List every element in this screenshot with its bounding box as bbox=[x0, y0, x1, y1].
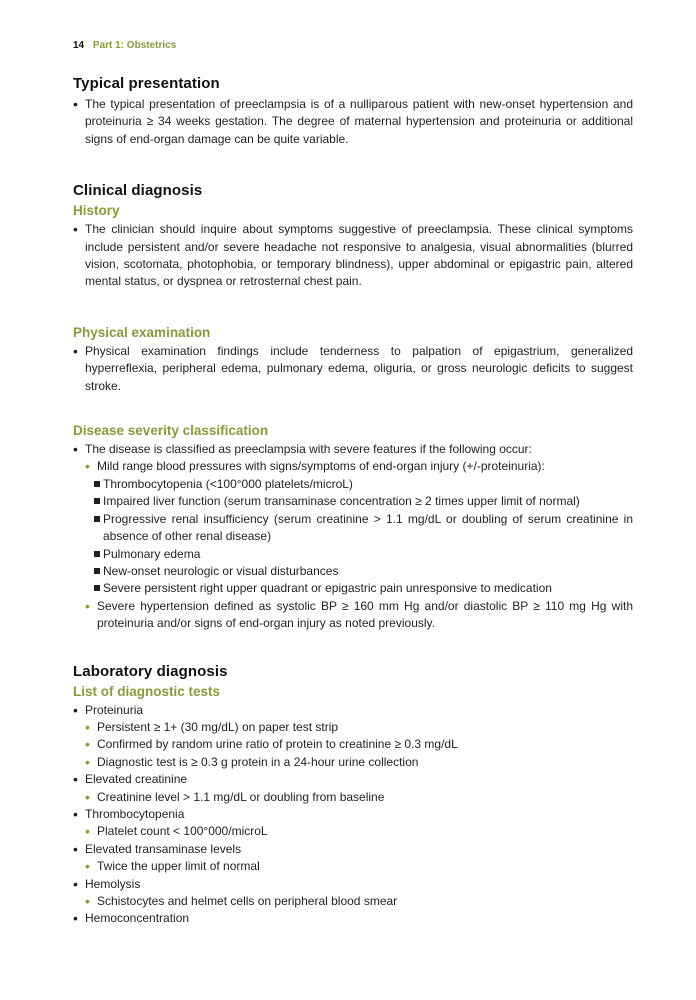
list-item: • Creatinine level > 1.1 mg/dL or doubling from baseline bbox=[73, 789, 633, 806]
list-item: • Physical examination findings include tenderness to palpation of epigastrium, generalized hyperreflexia, peripheral edema, pulmonary edema, oliguria, or gross neurologic deficits to suggest stroke. bbox=[73, 343, 633, 395]
hemolysis-sublist bbox=[73, 893, 633, 910]
severity-intro: The disease is classified as preeclampsia with severe features if the following occur: bbox=[85, 442, 532, 457]
list-item: New-onset neurologic or visual disturbances bbox=[73, 563, 633, 580]
clinical-diagnosis-heading: Clinical diagnosis bbox=[73, 182, 203, 200]
list-item bbox=[73, 458, 633, 597]
typical-presentation-section bbox=[73, 75, 633, 148]
laboratory-diagnosis-heading: Laboratory diagnosis bbox=[73, 662, 228, 680]
list-item: • Persistent ≥ 1+ (30 mg/dL) on paper test strip bbox=[73, 719, 633, 736]
severity-sublist bbox=[73, 458, 633, 632]
typical-presentation-heading: Typical presentation bbox=[73, 75, 220, 92]
list-item: • Severe hypertension defined as systolic BP ≥ 160 mm Hg and/or diastolic BP ≥ 110 mg Hg with proteinuria and/or signs of end-organ injury as noted previously. bbox=[73, 598, 633, 633]
proteinuria-label: Proteinuria bbox=[85, 702, 144, 717]
page-number: 14 bbox=[73, 40, 85, 51]
creatinine-sublist bbox=[73, 789, 633, 806]
list-item: Pulmonary edema bbox=[73, 546, 633, 563]
list-item: Severe persistent right upper quadrant or epigastric pain unresponsive to medication bbox=[73, 580, 633, 597]
list-item: • Diagnostic test is ≥ 0.3 g protein in a 24-hour urine collection bbox=[73, 754, 633, 771]
transaminase-label: Elevated transaminase levels bbox=[85, 841, 242, 856]
list-item bbox=[73, 806, 633, 841]
list-item bbox=[73, 441, 633, 632]
diagnostic-tests-heading: List of diagnostic tests bbox=[73, 683, 221, 699]
severity-list bbox=[73, 441, 633, 632]
physical-exam-heading: Physical examination bbox=[73, 324, 211, 340]
thrombocytopenia-sublist bbox=[73, 823, 633, 840]
history-heading: History bbox=[73, 203, 120, 219]
list-item: Progressive renal insufficiency (serum creatinine > 1.1 mg/dL or doubling of serum creatinine in absence of other renal disease) bbox=[73, 511, 633, 546]
list-item: • Platelet count < 100°000/microL bbox=[73, 823, 633, 840]
list-item: • The typical presentation of preeclampsia is of a nulliparous patient with new-onset hypertension and proteinuria ≥ 34 weeks gestation. The degree of maternal hypertension and proteinuria or additional signs of end-organ damage can be quite variable. bbox=[73, 96, 633, 148]
list-item: • The clinician should inquire about symptoms suggestive of preeclampsia. These clinical symptoms include persistent and/or severe headache not responsive to analgesia, visual abnormalities (blurred vision, scotomata, photophobia, or temporary blindness), upper abdominal or epigastric pain, altered mental status, or dyspnea or retrosternal chest pain. bbox=[73, 221, 633, 291]
list-item: • Confirmed by random urine ratio of protein to creatinine ≥ 0.3 mg/dL bbox=[73, 736, 633, 753]
part-title: Part 1: Obstetrics bbox=[92, 40, 177, 51]
severity-criteria-list bbox=[73, 476, 633, 598]
history-list bbox=[73, 221, 633, 291]
proteinuria-sublist bbox=[73, 719, 633, 771]
exam-list bbox=[73, 343, 633, 395]
list-item: Thrombocytopenia (<100°000 platelets/microL) bbox=[73, 476, 633, 493]
list-item bbox=[73, 771, 633, 806]
laboratory-diagnosis-section bbox=[73, 663, 633, 928]
list-item: • Twice the upper limit of normal bbox=[73, 858, 633, 875]
running-head bbox=[73, 40, 633, 51]
list-item: • Hemoconcentration bbox=[73, 910, 633, 927]
page bbox=[73, 40, 633, 928]
clinical-diagnosis-section bbox=[73, 182, 633, 632]
typical-list bbox=[73, 96, 633, 148]
creatinine-label: Elevated creatinine bbox=[85, 772, 188, 787]
severity-heading: Disease severity classification bbox=[73, 423, 269, 439]
severity-mild: Mild range blood pressures with signs/symptoms of end-organ injury (+/-proteinuria): bbox=[97, 459, 545, 474]
thrombocytopenia-label: Thrombocytopenia bbox=[85, 806, 185, 821]
list-item: Impaired liver function (serum transaminase concentration ≥ 2 times upper limit of normal) bbox=[73, 493, 633, 510]
list-item bbox=[73, 876, 633, 911]
hemolysis-label: Hemolysis bbox=[85, 876, 141, 891]
list-item bbox=[73, 702, 633, 772]
list-item: • Schistocytes and helmet cells on peripheral blood smear bbox=[73, 893, 633, 910]
transaminase-sublist bbox=[73, 858, 633, 875]
lab-list bbox=[73, 702, 633, 928]
list-item bbox=[73, 841, 633, 876]
